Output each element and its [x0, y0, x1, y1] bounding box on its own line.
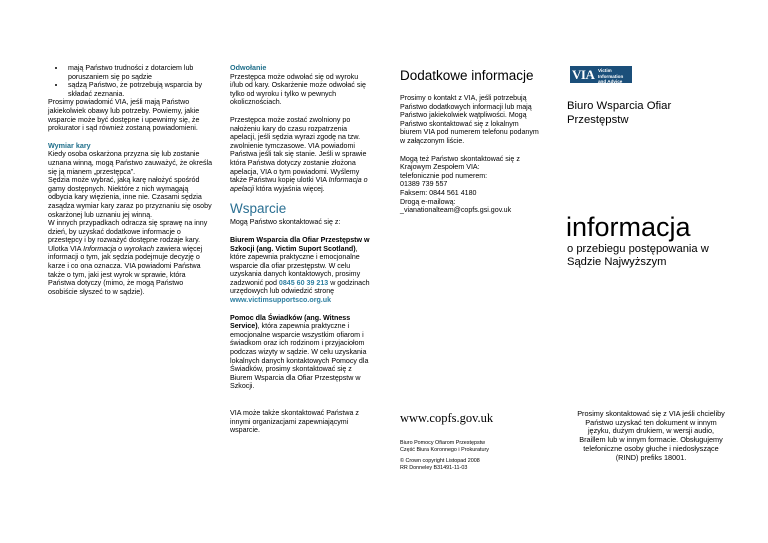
main-title: informacja: [566, 212, 691, 242]
paragraph: [230, 116, 370, 193]
contact-line: telefonicznie pod numerem:: [400, 171, 488, 180]
website-link[interactable]: www.victimsupportsco.org.uk: [230, 296, 332, 305]
text: zawiera więcej informacji o tym, jak sędzia podejmuje decyzję o karze i co ona oznacza. VIA powiadomi Państwa także o tym, jaki jest wyrok w sprawie, która Państwa dotyczy (mimo, że mogą Państwo osobiście słyszeć to w sądzie).: [48, 244, 203, 296]
org-name: Biurem Wsparcia dla Ofiar Przestępstw w Szkocji (ang. Victim Suport Scotland): [230, 235, 370, 253]
column-2: [230, 64, 370, 435]
paragraph: Mogą też Państwo skontaktować się z Krajowym Zespołem VIA:: [400, 154, 520, 172]
website-footer[interactable]: www.copfs.gov.uk: [400, 411, 494, 425]
leaflet-title: Informacja o wyrokach: [83, 244, 155, 253]
contact-line: 01389 739 557: [400, 180, 448, 189]
section-heading: Wymiar kary: [48, 140, 91, 150]
org-footer: [400, 440, 550, 471]
paragraph: W innych przypadkach odracza się sprawę na inny dzień, by uzyskać dodatkowe informacje o przestępcy i by rozważyć dostępne rodzaje kary.: [48, 219, 208, 245]
paragraph: [230, 314, 370, 391]
leaflet-title: Informacja o apelacji: [230, 176, 368, 193]
contact-line: _vianationalteam@copfs.gsi.gov.uk: [400, 206, 512, 215]
via-logo: [570, 66, 632, 83]
phone-number: 0845 60 39 213: [278, 278, 329, 287]
paragraph: Prosimy powiadomić VIA, jeśli mają Państwo jakiekolwiek obawy lub potrzeby. Powiemy, jakie wsparcie może być dostępne i upewnimy się, że prokurator i sąd również zostaną powiadomieni.: [48, 98, 200, 133]
list-item: • sądzą Państwo, że potrzebują wsparcia by składać zeznania.: [66, 81, 213, 98]
paragraph: [230, 236, 370, 305]
paragraph: Prosimy o kontakt z VIA, jeśli potrzebują Państwo dodatkowych informacji lub mają Państwo jakiekolwiek wątpliwości. Mogą Państwo skontaktować się z lokalnym biurem VIA pod numerem telefonu podanym w załączonym liście.: [400, 94, 539, 145]
column-1: [48, 64, 213, 296]
logo-sub-line: and Advice: [598, 79, 623, 85]
subtitle: o przebiegu postępowania w Sądzie Najwyższym: [567, 243, 709, 268]
bullet-list: [48, 64, 213, 98]
section-title: Dodatkowe informacje: [400, 68, 534, 83]
org-name: Pomoc dla Świadków (ang. Witness Service): [230, 313, 351, 331]
contact-line: Faksem: 0844 561 4180: [400, 188, 477, 197]
column-3: [400, 68, 540, 215]
logo-text: VIA: [572, 67, 595, 82]
text: Przestępca może zostać zwolniony po nałożeniu kary do czasu rozpatrzenia apelacji, jeśli sędzia wyrazi zgodę na tzw. zwolnienie tymczasowe. VIA powiadomi Państwa jeśli tak się stanie. Jeśli w sprawie która Państwa dotyczy zostanie złożona apelacja, VIA o tym powiadomi. Wyślemy także Państwu kopię ulotki VIA: [230, 115, 367, 185]
org-title: Biuro Wsparcia Ofiar Przestępstw: [567, 100, 672, 126]
section-heading: Odwołanie: [230, 63, 267, 72]
list-item: • mają Państwo trudności z dotarciem lub poruszaniem się po sądzie: [66, 64, 213, 81]
paragraph: Przestępca może odwołać się od wyroku i/lub od kary. Oskarżenie może odwołać się tylko od wyroku i tylko w pewnych okolicznościach.: [230, 72, 366, 107]
text: która wyjaśnia więcej.: [254, 184, 325, 193]
logo-subtitle: [598, 68, 632, 85]
paragraph: Mogą Państwo skontaktować się z:: [230, 218, 341, 227]
logo-sub-line: Victim Information: [598, 68, 624, 79]
contact-line: Drogą e-mailową:: [400, 197, 456, 206]
org-line: Biuro Pomocy Ofiarom Przestępstw: [400, 440, 486, 446]
text: , które zapewnia praktyczne i emocjonalne wsparcie dla ofiar przestępstw. W celu uzyskania danych kontaktowych, prosimy zadzwonić pod: [230, 244, 361, 287]
paragraph: Kiedy osoba oskarżona przyzna się lub zostanie uznana winną, mogą Państwo zauważyć, że określa się ją mianem „przestępca”.: [48, 150, 213, 176]
accessibility-note: Prosimy skontaktować się z VIA jeśli chcieliby Państwo uzyskać ten dokument w innym języku, dużym drukiem, w wersji audio, Braillem lub w innym formacie. Obsługujemy telefoniczne osoby głuche i niedosłyszące (RIND) prefiks 18001.: [577, 409, 725, 462]
text: w godzinach urzędowych lub odwiedzić stronę: [230, 278, 370, 296]
org-line: Część Biura Koronnego i Prokuratury: [400, 446, 489, 453]
paragraph: Sędzia może wybrać, jaką karę nałożyć spośród gamy dostępnych. Niektóre z nich wymagają odbycia kary więzienia, inne nie. Czasami sędzia zasądza wymiar kary zaraz po przyznaniu się osoby oskarżonej lub uznaniu jej winną.: [48, 176, 212, 219]
copyright-line: RR Donneley B31491-11-03: [400, 464, 468, 471]
section-title: Wsparcie: [230, 201, 287, 217]
copyright-line: © Crown copyright Listopad 2008: [400, 458, 480, 464]
text: , która zapewnia praktyczne i emocjonalne wsparcie wszystkim ofiarom i świadkom oraz ich rodzinom i przyjaciołom podczas wizyty w sądzie. W celu uzyskania lokalnych danych kontaktowych Pomocy dla Świadków, prosimy skontaktować się z Biurem Wsparcia dla Ofiar Przestępstw w Szkocji.: [230, 322, 369, 391]
paragraph: [48, 245, 213, 297]
paragraph: VIA może także skontaktować Państwa z innymi organizacjami zapewniającymi wsparcie.: [230, 409, 359, 435]
text: Ulotka VIA: [48, 244, 84, 253]
